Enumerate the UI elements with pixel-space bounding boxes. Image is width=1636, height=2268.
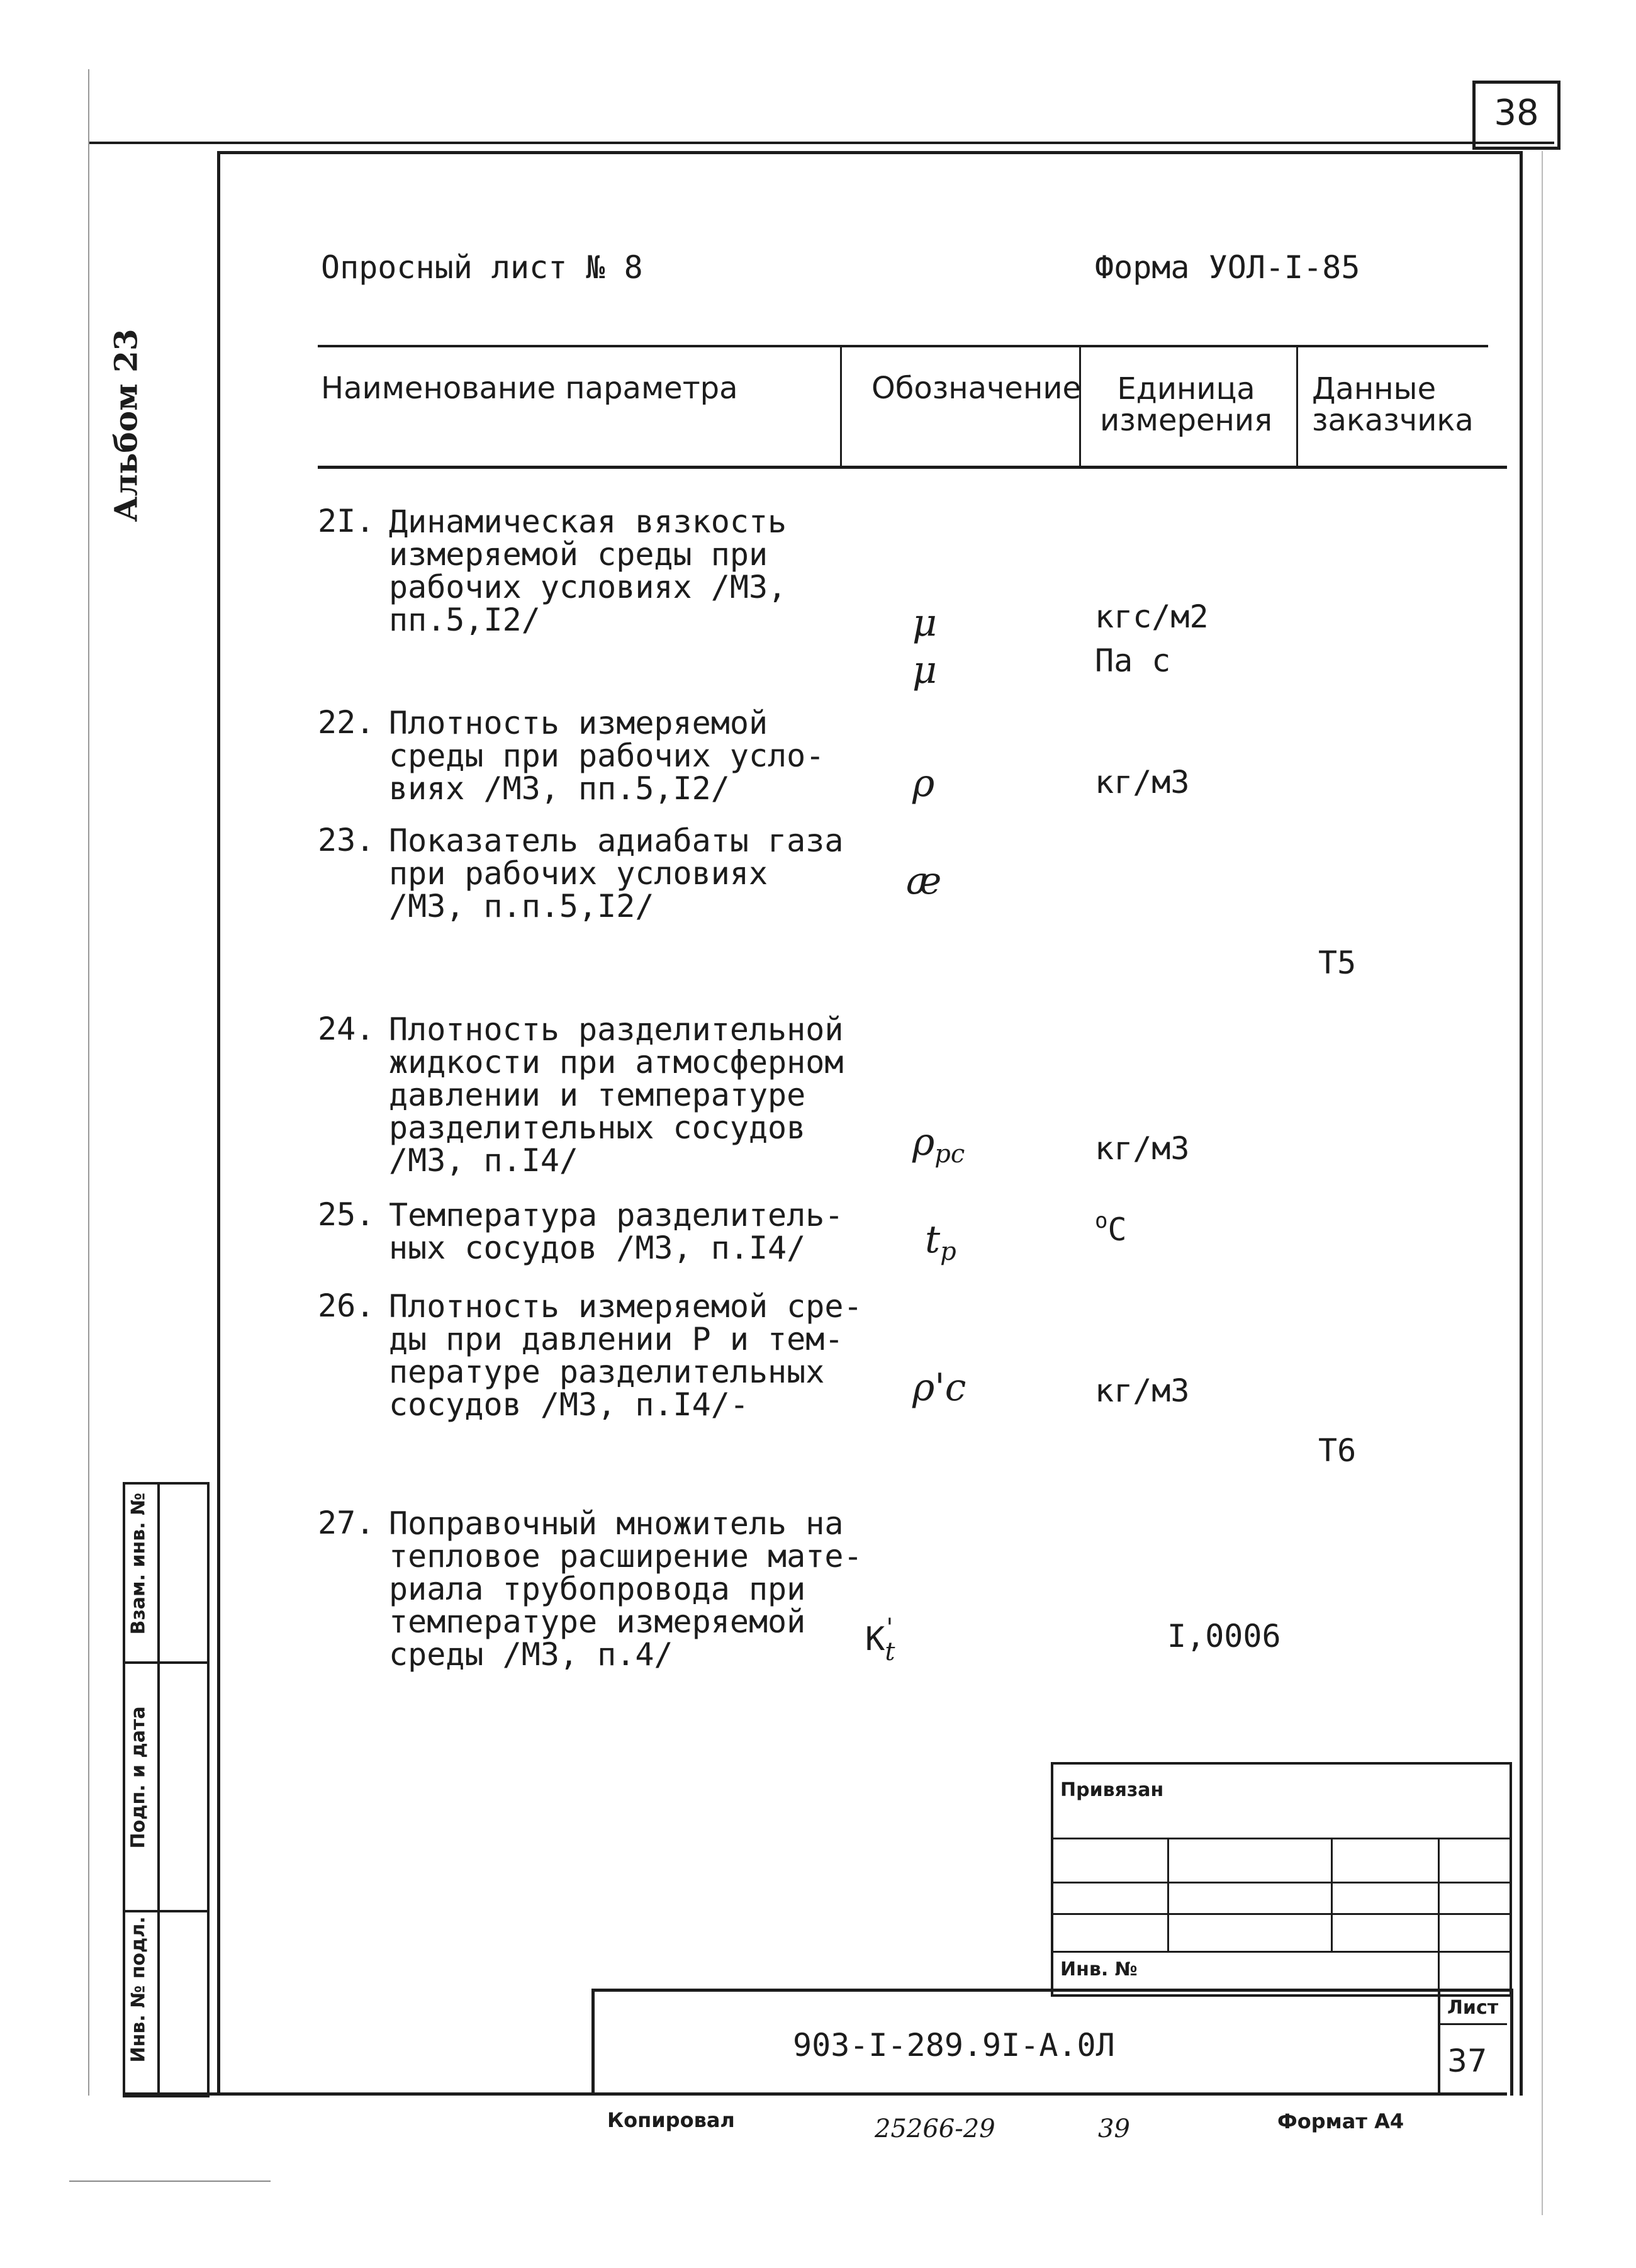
album-label: Альбом 23 (107, 328, 145, 522)
side-stamp-divider-2 (123, 1910, 207, 1912)
side-stamp-inv: Инв. № подл. (127, 1916, 150, 2063)
questionnaire-title: Опросный лист № 8 (321, 249, 643, 286)
list-number: 37 (1447, 2043, 1488, 2079)
corner-page-number: 38 (1494, 93, 1539, 133)
document-code: 903-I-289.9I-А.0Л (793, 2027, 1115, 2063)
table-header-sep-2 (1079, 346, 1081, 469)
footer-format: Формат А4 (1277, 2109, 1404, 2133)
marker-t5: Т5 (1318, 945, 1357, 981)
header-customer: Данные заказчика (1312, 371, 1474, 438)
symbol-mu-2: μ (912, 648, 937, 692)
inv-no-label: Инв. № (1060, 1958, 1138, 1980)
item-26-num: 26. (318, 1288, 375, 1324)
side-stamp-vzam: Взам. инв. № (127, 1492, 150, 1635)
unit-25-celsius: С (1107, 1211, 1127, 1248)
unit-24: кг/м3 (1095, 1130, 1190, 1167)
symbol-kappa: æ (906, 859, 942, 903)
symbol-t-base: t (925, 1218, 941, 1262)
footer-handwritten: 39 (1098, 2114, 1130, 2143)
item-23-num: 23. (318, 822, 375, 858)
symbol-k-sup: ' (886, 1614, 894, 1642)
title-block-list-hline (1438, 2023, 1507, 2025)
side-stamp-inner-divider (157, 1482, 160, 2092)
marker-t6: Т6 (1318, 1432, 1357, 1469)
side-stamp-podp: Подп. и дата (127, 1706, 150, 1849)
sheet-left-line (88, 69, 89, 2096)
item-27-text: Поправочный множитель на тепловое расширение мате- риала трубопровода при температуре измеряемой среды /М3, п.4/ (389, 1505, 863, 1673)
unit-25-degree: о (1095, 1208, 1108, 1233)
item-22-text: Плотность измеряемой среды при рабочих усло- виях /М3, пп.5,I2/ (389, 705, 825, 807)
item-24-text: Плотность разделительной жидкости при атмосферном давлении и температуре разделительных сосудов /М3, п.I4/ (389, 1011, 844, 1179)
privyazan-grid-h2 (1051, 1882, 1510, 1883)
table-header-top-line (318, 345, 1488, 347)
item-25-num: 25. (318, 1196, 375, 1233)
table-header-sep-1 (840, 346, 842, 469)
side-stamp-divider-1 (123, 1661, 207, 1664)
unit-21-kgs: кгс/м2 (1095, 598, 1209, 635)
item-27-num: 27. (318, 1505, 375, 1541)
title-block-list-divider (1438, 1989, 1440, 2092)
header-unit: Единица измерения (1100, 371, 1272, 438)
privyazan-grid-h4 (1051, 1951, 1510, 1953)
form-code: Форма УОЛ-I-85 (1095, 249, 1360, 286)
bottom-left-rule (69, 2181, 271, 2182)
footer-copied: Копировал (607, 2108, 735, 2132)
item-21-text: Динамическая вязкость измеряемой среды при рабочих условиях /М3, пп.5,I2/ (389, 503, 787, 638)
item-21-num: 2I. (318, 503, 375, 539)
sheet-top-line (88, 142, 1554, 144)
header-parameter-name: Наименование параметра (321, 371, 738, 406)
item-25-text: Температура разделитель- ных сосудов /М3, п.I4/ (389, 1197, 844, 1266)
symbol-rho-pc-base: ρ (912, 1120, 935, 1164)
symbol-rho: ρ (912, 761, 935, 806)
symbol-rho-c: ρ'c (912, 1366, 966, 1410)
symbol-rho-pc (912, 1120, 965, 1169)
privyazan-grid-v1 (1167, 1838, 1169, 1951)
right-edge-line (1542, 151, 1543, 2215)
table-header-bottom-line (318, 466, 1507, 469)
symbol-k-t (865, 1614, 902, 1666)
header-symbol: Обозначение (871, 371, 1082, 406)
privyazan-grid-v3 (1438, 1838, 1440, 1992)
footer-number: 25266-29 (875, 2114, 995, 2143)
symbol-t-p (925, 1218, 956, 1266)
item-26-text: Плотность измеряемой сре- ды при давлении Р и тем- пературе разделительных сосудов /М3, п.I4/- (389, 1288, 863, 1423)
privyazan-label: Привязан (1060, 1779, 1164, 1801)
unit-21-pas: Па с (1095, 643, 1171, 679)
privyazan-grid-h1 (1051, 1838, 1510, 1839)
unit-26: кг/м3 (1095, 1373, 1190, 1409)
unit-22: кг/м3 (1095, 764, 1190, 800)
symbol-k-sub: t (885, 1637, 895, 1666)
unit-25 (1095, 1208, 1127, 1248)
privyazan-grid-v2 (1331, 1838, 1333, 1951)
symbol-k-base: К (865, 1620, 885, 1658)
list-label: Лист (1447, 1997, 1499, 2019)
item-23-text: Показатель адиабаты газа при рабочих условиях /М3, п.п.5,I2/ (389, 822, 844, 924)
symbol-rho-pc-sub: pc (934, 1140, 965, 1169)
item-24-num: 24. (318, 1011, 375, 1047)
table-header-sep-3 (1296, 346, 1298, 469)
symbol-mu-1: μ (912, 601, 937, 645)
item-22-num: 22. (318, 704, 375, 741)
value-27: I,0006 (1167, 1618, 1281, 1654)
symbol-t-sub: p (940, 1237, 956, 1266)
privyazan-grid-h3 (1051, 1913, 1510, 1915)
